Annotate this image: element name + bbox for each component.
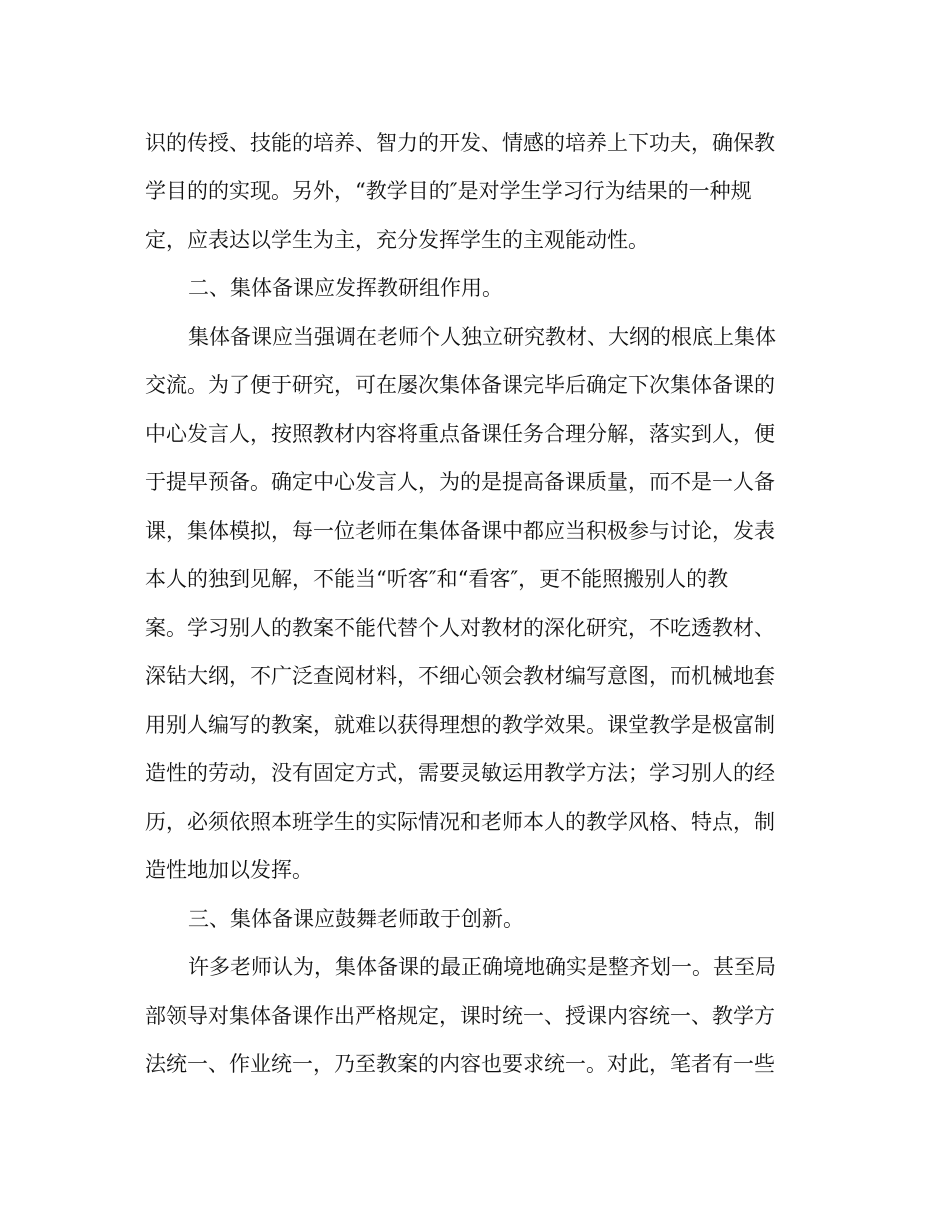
text-line: 本人的独到见解，不能当“听客″和“看客″，更不能照搬别人的教 bbox=[145, 567, 729, 591]
section-heading: 二、集体备课应发挥教研组作用。 bbox=[188, 276, 503, 300]
text-line: 定，应表达以学生为主，充分发挥学生的主观能动性。 bbox=[145, 228, 649, 252]
text-line: 许多老师认为，集体备课的最正确境地确实是整齐划一。甚至局 bbox=[188, 955, 776, 979]
text-line: 识的传授、技能的培养、智力的开发、情感的培养上下功夫，确保教 bbox=[145, 131, 775, 155]
text-line: 课，集体模拟，每一位老师在集体备课中都应当积极参与讨论，发表 bbox=[145, 519, 775, 543]
text-line: 深钻大纲，不广泛查阅材料，不细心领会教材编写意图，而机械地套 bbox=[145, 664, 775, 688]
text-line: 造性地加以发挥。 bbox=[145, 858, 313, 882]
text-line: 中心发言人，按照教材内容将重点备课任务合理分解，落实到人，便 bbox=[145, 422, 775, 446]
text-line: 历，必须依照本班学生的实际情况和老师本人的教学风格、特点，制 bbox=[145, 810, 775, 834]
text-line: 法统一、作业统一，乃至教案的内容也要求统一。对此，笔者有一些 bbox=[145, 1052, 775, 1076]
text-line: 交流。为了便于研究，可在屡次集体备课完毕后确定下次集体备课的 bbox=[145, 373, 775, 397]
text-line: 于提早预备。确定中心发言人，为的是提高备课质量，而不是一人备 bbox=[145, 470, 775, 494]
text-line: 造性的劳动，没有固定方式，需要灵敏运用教学方法；学习别人的经 bbox=[145, 761, 775, 785]
text-line: 部领导对集体备课作出严格规定，课时统一、授课内容统一、教学方 bbox=[145, 1004, 775, 1028]
text-line: 集体备课应当强调在老师个人独立研究教材、大纲的根底上集体 bbox=[188, 325, 776, 349]
text-line: 用别人编写的教案，就难以获得理想的教学效果。课堂教学是极富制 bbox=[145, 713, 775, 737]
section-heading: 三、集体备课应鼓舞老师敢于创新。 bbox=[188, 907, 524, 931]
text-line: 案。学习别人的教案不能代替个人对教材的深化研究，不吃透教材、 bbox=[145, 616, 775, 640]
text-line: 学目的的实现。另外，“教学目的″是对学生学习行为结果的一种规 bbox=[145, 179, 752, 203]
